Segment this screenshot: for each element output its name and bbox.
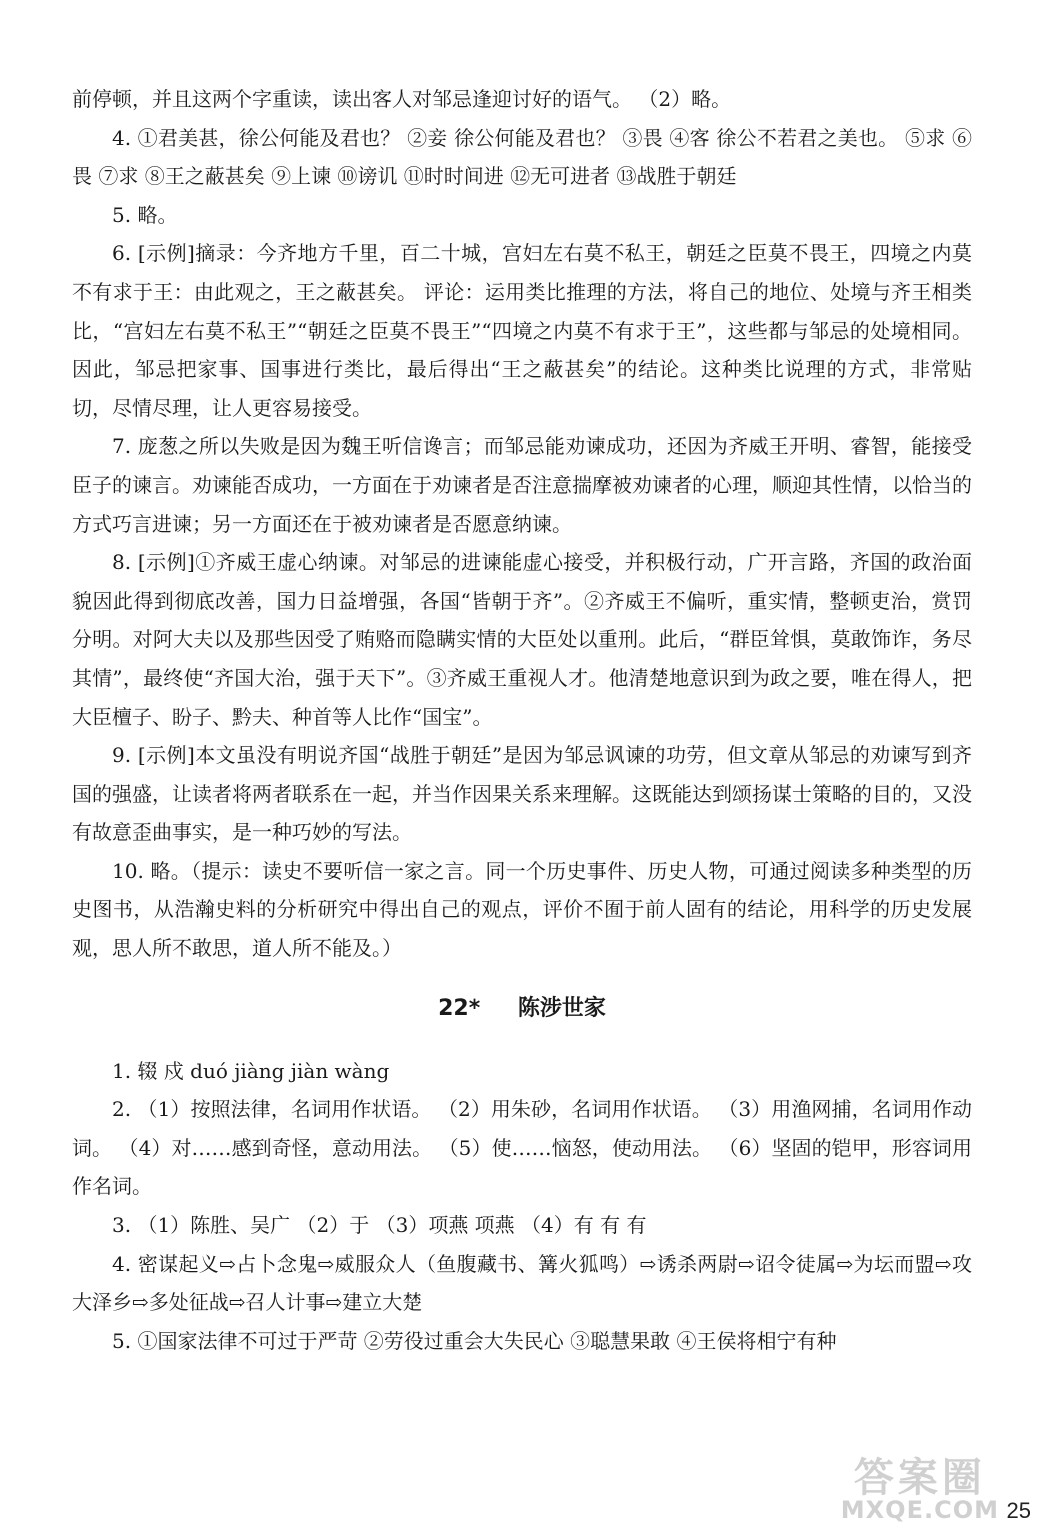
answer-page [72, 80, 972, 1360]
section-number: 22* [438, 995, 481, 1021]
section-answer-4: 4. 密谋起义⇨占卜念鬼⇨威服众人（鱼腹藏书、篝火狐鸣）⇨诱杀两尉⇨诏令徒属⇨为坛而盟⇨攻大泽乡⇨多处征战⇨召人计事⇨建立大楚 [72, 1251, 972, 1315]
section-answer-5: 5. ①国家法律不可过于严苛 ②劳役过重会大失民心 ③聪慧果敢 ④王侯将相宁有种 [112, 1328, 837, 1353]
answer-6: 6. [示例]摘录：今齐地方千里，百二十城，宫妇左右莫不私王，朝廷之臣莫不畏王，四境之内莫不有求于王：由此观之，王之蔽甚矣。 评论：运用类比推理的方法，将自己的地位、处境与齐王相类比，“宫妇左右莫不私王”“朝廷之臣莫不畏王”“四境之内莫不有求于王”，这些都与邹忌的处境相同。因此，邹忌把家事、国事进行类比，最后得出“王之蔽甚矣”的结论。这种类比说理的方式，非常贴切，尽情尽理，让人更容易接受。 [72, 241, 972, 420]
section-answer-1: 1. 辍 戍 duó jiàng jiàn wàng [112, 1058, 390, 1083]
answer-10: 10. 略。（提示：读史不要听信一家之言。同一个历史事件、历史人物，可通过阅读多种类型的历史图书，从浩瀚史料的分析研究中得出自己的观点，评价不囿于前人固有的结论，用科学的历史发展观，思人所不敢思，道人所不能及。） [72, 858, 972, 961]
page-number: 25 [1006, 1498, 1031, 1523]
section-title [72, 992, 972, 1026]
section-answer-2: 2. （1）按照法律，名词用作状语。 （2）用朱砂，名词用作状语。 （3）用渔网捕，名词用作动词。 （4）对……感到奇怪，意动用法。 （5）使……恼怒，使动用法。 （6）坚固的铠甲，形容词用作名词。 [72, 1097, 972, 1199]
answer-9: 9. [示例]本文虽没有明说齐国“战胜于朝廷”是因为邹忌讽谏的功劳，但文章从邹忌的劝谏写到齐国的强盛，让读者将两者联系在一起，并当作因果关系来理解。这既能达到颂扬谋士策略的目的，又没有故意歪曲事实，是一种巧妙的写法。 [72, 743, 972, 845]
watermark-text: 答案圈 [853, 1455, 986, 1501]
section-name: 陈涉世家 [517, 995, 606, 1021]
watermark-url: MXQE.COM [840, 1496, 999, 1524]
answer-7: 7. 庞葱之所以失败是因为魏王听信谗言；而邹忌能劝谏成功，还因为齐威王开明、睿智，能接受臣子的谏言。劝谏能否成功，一方面在于劝谏者是否注意揣摩被劝谏者的心理，顺迎其性情，以恰当的方式巧言进谏；另一方面还在于被劝谏者是否愿意纳谏。 [72, 434, 972, 536]
watermark-logo [840, 1455, 999, 1524]
section-answer-3: 3. （1）陈胜、吴广 （2）于 （3）项燕 项燕 （4）有 有 有 [112, 1213, 647, 1238]
answer-5: 5. 略。 [112, 202, 178, 227]
answer-8: 8. [示例]①齐威王虚心纳谏。对邹忌的进谏能虚心接受，并积极行动，广开言路，齐国的政治面貌因此得到彻底改善，国力日益增强，各国“皆朝于齐”。②齐威王不偏听，重实情，整顿吏治，赏罚分明。对阿大夫以及那些因受了贿赂而隐瞒实情的大臣处以重刑。此后，“群臣耸惧，莫敢饰诈，务尽其情”，最终使“齐国大治，强于天下”。③齐威王重视人才。他清楚地意识到为政之要，唯在得人，把大臣檀子、盼子、黔夫、种首等人比作“国宝”。 [72, 550, 972, 729]
answer-4: 4. ①君美甚，徐公何能及君也？ ②妾 徐公何能及君也？ ③畏 ④客 徐公不若君之美也。 ⑤求 ⑥畏 ⑦求 ⑧王之蔽甚矣 ⑨上谏 ⑩谤讥 ⑪时时间进 ⑫无可进者 ⑬战胜于朝廷 [72, 125, 972, 189]
paragraph-continuation: 前停顿，并且这两个字重读，读出客人对邹忌逢迎讨好的语气。 （2）略。 [72, 87, 732, 111]
